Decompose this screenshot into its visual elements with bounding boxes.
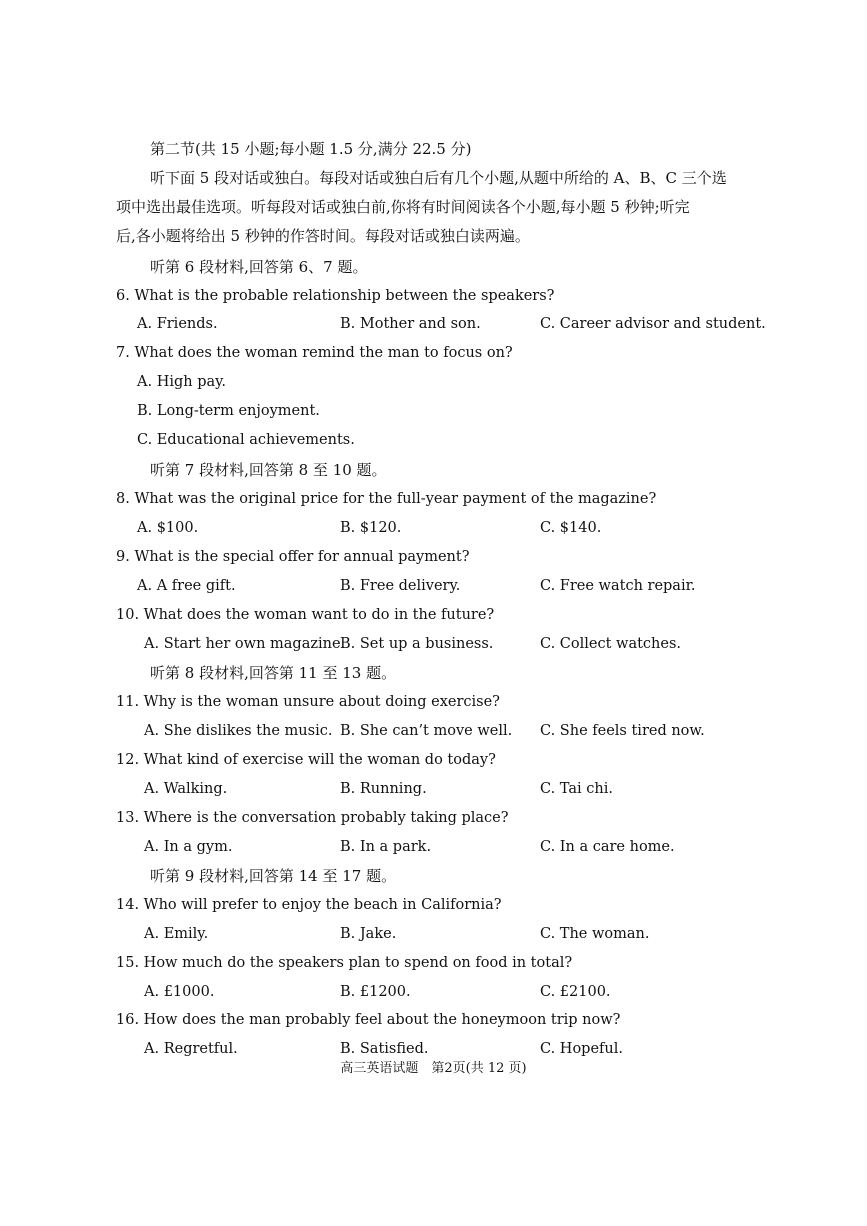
- question-8-option-b[interactable]: B. $120.: [340, 520, 402, 536]
- instructions-line-1: 听下面 5 段对话或独白。每段对话或独白后有几个小题,从题中所给的 A、B、C 三个选: [150, 169, 727, 187]
- question-16-option-b[interactable]: B. Satisfied.: [340, 1041, 429, 1057]
- question-10-stem: 10. What does the woman want to do in the future?: [116, 607, 495, 623]
- question-7-option-b[interactable]: B. Long-term enjoyment.: [137, 403, 320, 419]
- question-16-option-a[interactable]: A. Regretful.: [144, 1041, 238, 1057]
- question-9-stem: 9. What is the special offer for annual payment?: [116, 549, 470, 565]
- instructions-line-2: 项中选出最佳选项。听每段对话或独白前,你将有时间阅读各个小题,每小题 5 秒钟;听完: [116, 198, 690, 216]
- question-11-option-b[interactable]: B. She can’t move well.: [340, 723, 513, 739]
- question-15-option-b[interactable]: B. £1200.: [340, 984, 411, 1000]
- question-7-option-c[interactable]: C. Educational achievements.: [137, 432, 355, 448]
- question-15-option-c[interactable]: C. £2100.: [540, 984, 611, 1000]
- question-10-option-b[interactable]: B. Set up a business.: [340, 636, 494, 652]
- question-14-option-c[interactable]: C. The woman.: [540, 926, 650, 942]
- section-header: 第二节(共 15 小题;每小题 1.5 分,满分 22.5 分): [150, 140, 472, 158]
- question-6-stem: 6. What is the probable relationship between the speakers?: [116, 288, 555, 304]
- question-14-option-a[interactable]: A. Emily.: [144, 926, 209, 942]
- question-7-option-a[interactable]: A. High pay.: [137, 374, 227, 390]
- question-9-option-a[interactable]: A. A free gift.: [137, 578, 236, 594]
- question-9-option-c[interactable]: C. Free watch repair.: [540, 578, 696, 594]
- question-11-option-a[interactable]: A. She dislikes the music.: [144, 723, 333, 739]
- question-7-stem: 7. What does the woman remind the man to focus on?: [116, 345, 513, 361]
- question-8-stem: 8. What was the original price for the full-year payment of the magazine?: [116, 491, 657, 507]
- question-8-option-c[interactable]: C. $140.: [540, 520, 602, 536]
- question-14-stem: 14. Who will prefer to enjoy the beach in California?: [116, 897, 502, 913]
- instructions-line-3: 后,各小题将给出 5 秒钟的作答时间。每段对话或独白读两遍。: [116, 227, 530, 245]
- question-16-option-c[interactable]: C. Hopeful.: [540, 1041, 623, 1057]
- material-8-heading: 听第 8 段材料,回答第 11 至 13 题。: [150, 664, 397, 682]
- question-12-option-a[interactable]: A. Walking.: [144, 781, 228, 797]
- question-14-option-b[interactable]: B. Jake.: [340, 926, 397, 942]
- question-11-stem: 11. Why is the woman unsure about doing exercise?: [116, 694, 500, 710]
- question-13-option-a[interactable]: A. In a gym.: [144, 839, 233, 855]
- question-9-option-b[interactable]: B. Free delivery.: [340, 578, 461, 594]
- question-15-stem: 15. How much do the speakers plan to spend on food in total?: [116, 955, 573, 971]
- question-13-option-c[interactable]: C. In a care home.: [540, 839, 675, 855]
- material-9-heading: 听第 9 段材料,回答第 14 至 17 题。: [150, 867, 397, 885]
- question-15-option-a[interactable]: A. £1000.: [144, 984, 215, 1000]
- material-6-heading: 听第 6 段材料,回答第 6、7 题。: [150, 258, 368, 276]
- page-footer: 高三英语试题 第2页(共 12 页): [340, 1061, 527, 1076]
- question-11-option-c[interactable]: C. She feels tired now.: [540, 723, 705, 739]
- question-6-option-a[interactable]: A. Friends.: [137, 316, 218, 332]
- question-13-stem: 13. Where is the conversation probably taking place?: [116, 810, 509, 826]
- question-10-option-c[interactable]: C. Collect watches.: [540, 636, 682, 652]
- question-12-option-c[interactable]: C. Tai chi.: [540, 781, 613, 797]
- question-10-option-a[interactable]: A. Start her own magazine.: [144, 636, 346, 652]
- question-12-option-b[interactable]: B. Running.: [340, 781, 427, 797]
- question-13-option-b[interactable]: B. In a park.: [340, 839, 432, 855]
- question-16-stem: 16. How does the man probably feel about the honeymoon trip now?: [116, 1012, 621, 1028]
- question-12-stem: 12. What kind of exercise will the woman do today?: [116, 752, 496, 768]
- question-6-option-b[interactable]: B. Mother and son.: [340, 316, 481, 332]
- question-8-option-a[interactable]: A. $100.: [137, 520, 199, 536]
- question-6-option-c[interactable]: C. Career advisor and student.: [540, 316, 766, 332]
- material-7-heading: 听第 7 段材料,回答第 8 至 10 题。: [150, 461, 387, 479]
